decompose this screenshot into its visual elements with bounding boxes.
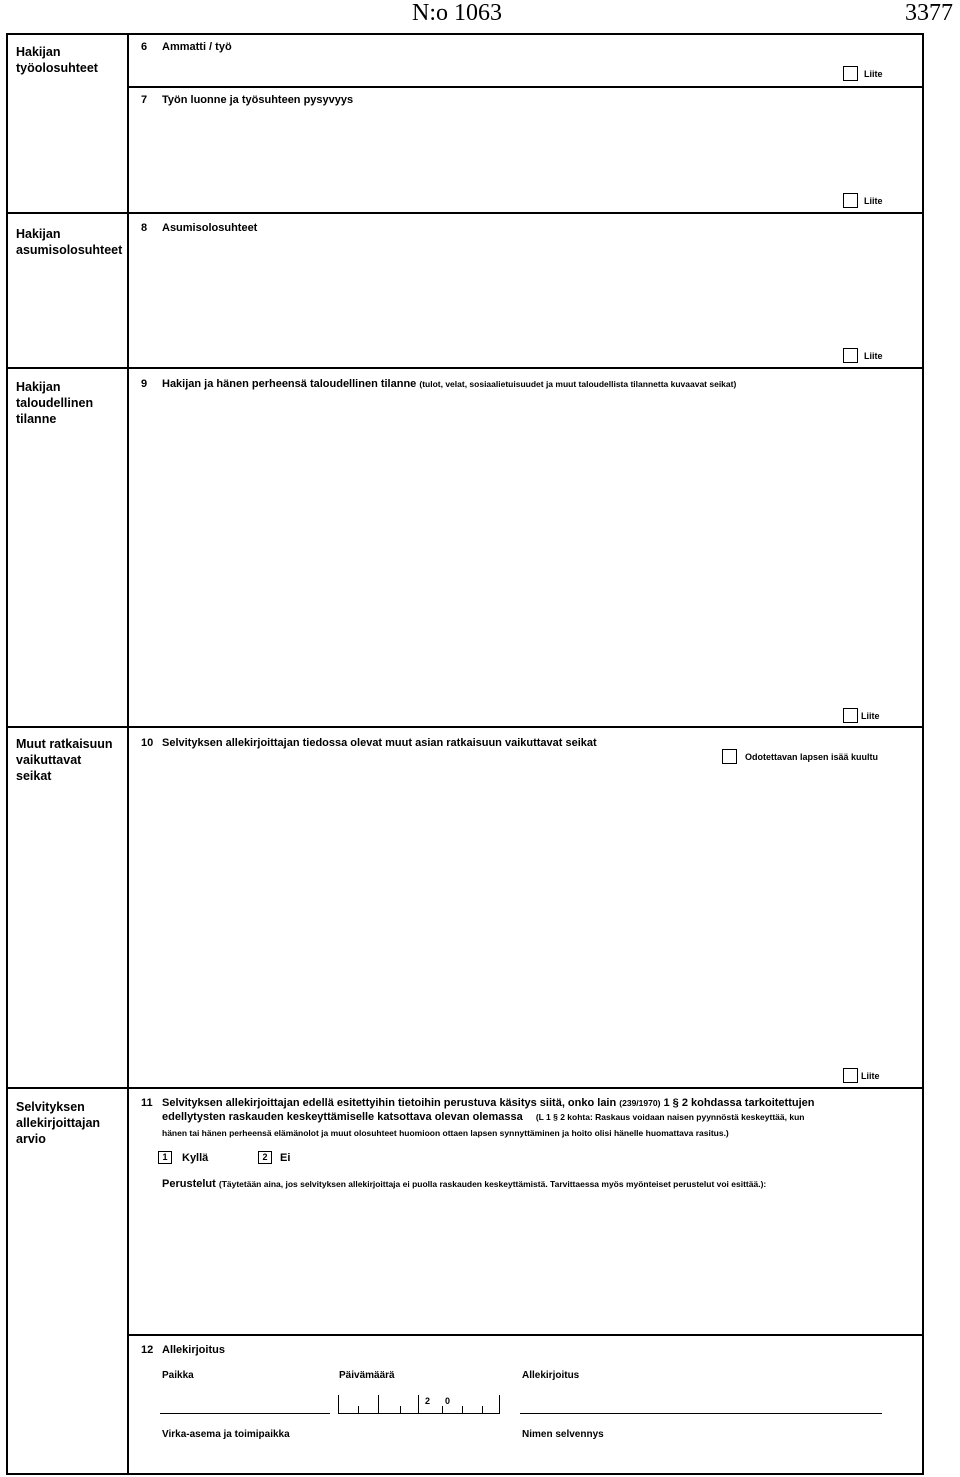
liite-label-8: Liite (864, 351, 883, 361)
divider-section-11 (6, 1087, 922, 1089)
section-title-asumisolosuhteet: Hakijan asumisolosuhteet (16, 227, 123, 257)
liite-checkbox-7[interactable] (843, 193, 858, 208)
page-number: 3377 (905, 0, 953, 26)
paikka-label: Paikka (162, 1370, 194, 1381)
year-digit-1: 2 (425, 1396, 431, 1406)
allekirjoitus-heading: Allekirjoitus (162, 1344, 225, 1356)
divider-section-12 (127, 1334, 922, 1336)
section-title-arvio: Selvityksen allekirjoittajan arvio (16, 1100, 101, 1146)
allekirjoitus-field[interactable] (520, 1413, 882, 1414)
option-ei-label: Ei (280, 1152, 291, 1164)
divider-section-9 (6, 367, 922, 369)
liite-label-10: Liite (861, 1071, 880, 1081)
isa-kuultu-label: Odotettavan lapsen isää kuultu (745, 752, 879, 762)
question-11-line-2: edellytysten raskauden keskeyttämiselle katsottava olevan olemassa (L 1 § 2 kohta: Raskaus voidaan naisen pyynnöstä keskeyttää, kun (162, 1111, 805, 1123)
divider-6-7 (127, 86, 922, 88)
liite-checkbox-6[interactable] (843, 66, 858, 81)
virka-asema-label: Virka-asema ja toimipaikka (162, 1429, 290, 1440)
liite-checkbox-8[interactable] (843, 348, 858, 363)
liite-checkbox-9[interactable] (843, 708, 858, 723)
liite-checkbox-10[interactable] (843, 1068, 858, 1083)
question-number-12: 12 (141, 1344, 154, 1356)
paivamaara-label: Päivämäärä (339, 1370, 395, 1381)
liite-label-6: Liite (864, 69, 883, 79)
year-digit-2: 0 (445, 1396, 451, 1406)
option-kylla-label: Kyllä (182, 1152, 209, 1164)
question-label-taloudellinen: Hakijan ja hänen perheensä taloudellinen tilanne (tulot, velat, sosiaalietuisuudet ja muut taloudellista tilannetta kuvaavat seikat) (162, 378, 737, 390)
section-title-tyoolosuhteet: Hakijan työolosuhteet (16, 45, 98, 75)
section-title-muut-seikat: Muut ratkaisuun vaikuttavat seikat (16, 737, 113, 783)
liite-label-9: Liite (861, 711, 880, 721)
question-number-10: 10 (141, 737, 154, 749)
question-number-6: 6 (141, 41, 148, 53)
question-label-ammatti: Ammatti / työ (162, 41, 232, 53)
section-title-taloudellinen-tilanne: Hakijan taloudellinen tilanne (16, 380, 94, 426)
allekirjoitus-label: Allekirjoitus (522, 1370, 580, 1381)
question-number-9: 9 (141, 378, 148, 390)
option-kylla-checkbox[interactable]: 1 (158, 1151, 172, 1164)
question-11-line-3: hänen tai hänen perheensä elämänolot ja muut olosuhteet huomioon ottaen lapsen synnyttäminen ja hoito olisi hänelle huomattava rasitus.) (162, 1128, 729, 1138)
liite-label-7: Liite (864, 196, 883, 206)
divider-section-8 (6, 212, 922, 214)
option-ei-checkbox[interactable]: 2 (258, 1151, 272, 1164)
question-label-muut-seikat: Selvityksen allekirjoittajan tiedossa olevat muut asian ratkaisuun vaikuttavat seikat (162, 737, 597, 749)
document-number: N:o 1063 (412, 0, 502, 26)
question-11-line-1: Selvityksen allekirjoittajan edellä esitettyihin tietoihin perustuva käsitys siitä, onko lain (239/1970) 1 § 2 kohdassa tarkoitettujen (162, 1097, 815, 1109)
perustelut-label: Perustelut (Täytetään aina, jos selvityksen allekirjoittaja ei puolla raskauden keskeyttämistä. Tarvittaessa myös myönteiset perustelut voi esittää.): (162, 1178, 767, 1190)
question-label-asumisolosuhteet: Asumisolosuhteet (162, 222, 258, 234)
question-number-7: 7 (141, 94, 148, 106)
paikka-field[interactable] (160, 1413, 330, 1414)
column-divider (127, 33, 129, 1473)
isa-kuultu-checkbox[interactable] (722, 749, 737, 764)
question-number-11: 11 (141, 1097, 153, 1109)
question-label-tyon-luonne: Työn luonne ja työsuhteen pysyvyys (162, 94, 354, 106)
question-number-8: 8 (141, 222, 148, 234)
nimen-selvennys-label: Nimen selvennys (522, 1429, 604, 1440)
divider-section-10 (6, 726, 922, 728)
